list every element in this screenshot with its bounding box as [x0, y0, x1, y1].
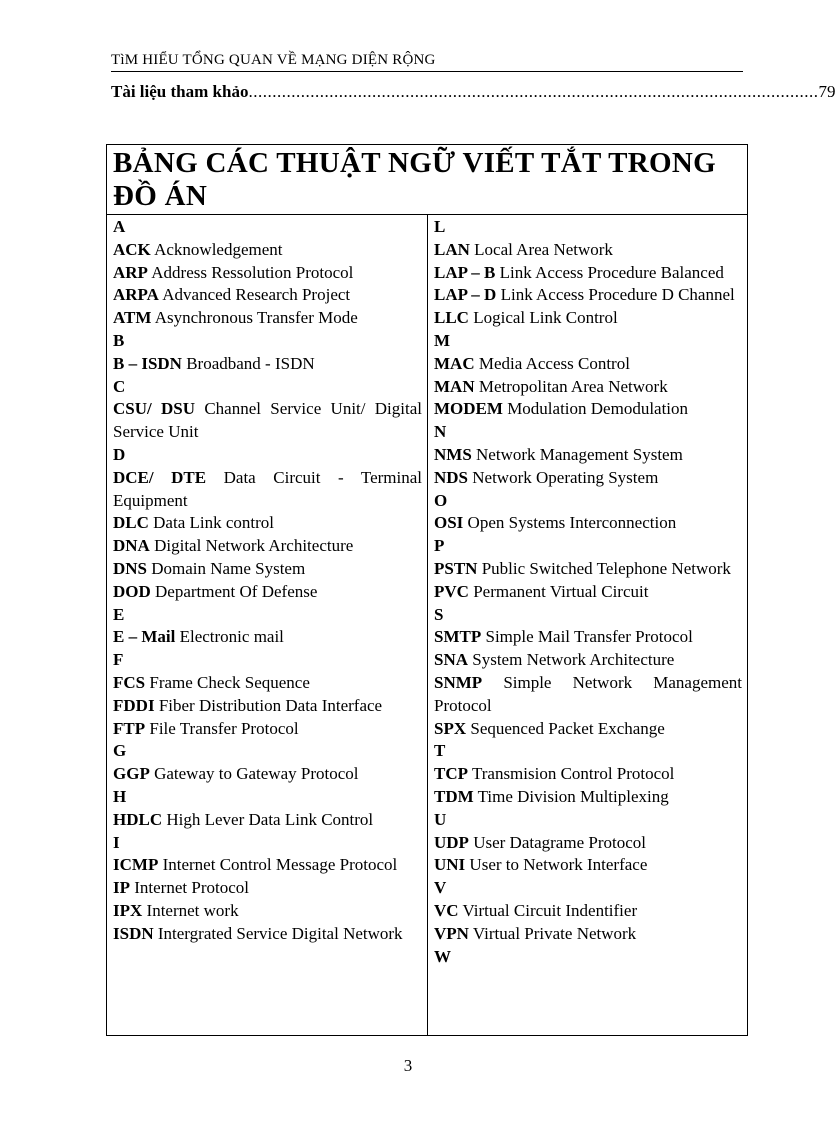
- abbreviation: IPX: [113, 900, 143, 920]
- abbreviation-entry: [113, 284, 422, 307]
- abbreviation-meaning: Frame Check Sequence: [149, 672, 310, 692]
- abbreviation-meaning: Permanent Virtual Circuit: [473, 581, 649, 601]
- abbreviation: FTP: [113, 718, 146, 738]
- abbreviation: FDDI: [113, 695, 155, 715]
- abbreviation: UDP: [434, 832, 469, 852]
- section-letter: N: [434, 422, 447, 442]
- abbreviation-meaning: Media Access Control: [478, 353, 630, 373]
- abbreviation-meaning: High Lever Data Link Control: [166, 809, 374, 829]
- abbreviation-entry: [113, 626, 422, 649]
- abbreviation: OSI: [434, 513, 464, 533]
- abbreviation-entry: [113, 398, 422, 444]
- abbreviation: DCE/ DTE: [113, 467, 207, 487]
- abbreviation-entry: [434, 353, 742, 376]
- abbreviation: ISDN: [113, 923, 154, 943]
- abbreviation-meaning: Advanced Research Project: [162, 285, 351, 305]
- abbreviation-meaning: Channel Service Unit/ Digital Service Unit: [113, 399, 422, 442]
- abbreviation-entry: [434, 262, 742, 285]
- abbreviation-entry: [434, 307, 742, 330]
- abbreviation-entry: [113, 854, 422, 877]
- abbreviation-entry: [434, 786, 742, 809]
- section-letter: L: [434, 217, 446, 236]
- toc-entry-title: Tài liệu tham khảo: [111, 82, 249, 101]
- abbreviation-meaning: Internet Protocol: [134, 878, 249, 898]
- abbreviation-meaning: Logical Link Control: [473, 308, 618, 328]
- abbreviation: FCS: [113, 672, 146, 692]
- abbreviation-entry: [113, 239, 422, 262]
- abbreviation-meaning: Modulation Demodulation: [507, 399, 689, 419]
- abbreviation: VPN: [434, 923, 469, 943]
- abbreviation: MAN: [434, 376, 475, 396]
- abbreviation-meaning: Data Circuit - Terminal Equipment: [113, 467, 423, 510]
- abbreviation-entry: [113, 900, 422, 923]
- abbreviation-meaning: User Datagrame Protocol: [473, 832, 646, 852]
- abbreviation-meaning: Gateway to Gateway Protocol: [154, 764, 359, 784]
- abbreviation-entry: [434, 581, 742, 604]
- abbreviation: SNA: [434, 650, 469, 670]
- abbreviation: MODEM: [434, 399, 503, 419]
- abbreviation-meaning: User to Network Interface: [469, 855, 648, 875]
- abbreviation-meaning: Simple Network Management Protocol: [434, 672, 742, 715]
- abbreviation-meaning: Simple Mail Transfer Protocol: [485, 627, 693, 647]
- abbreviation-entry: [434, 626, 742, 649]
- section-letter: M: [434, 330, 451, 350]
- abbreviation-meaning: Network Operating System: [472, 467, 659, 487]
- abbreviation-meaning: Internet Control Message Protocol: [162, 855, 398, 875]
- abbreviation-entry: [434, 467, 742, 490]
- abbreviation-meaning: Data Link control: [153, 513, 275, 533]
- abbreviation-entry: [434, 832, 742, 855]
- abbreviation-meaning: System Network Architecture: [472, 650, 675, 670]
- section-letter: B: [113, 330, 125, 350]
- abbreviation-meaning: Open Systems Interconnection: [467, 513, 677, 533]
- left-column: [107, 215, 428, 1035]
- abbreviation-entry: [434, 398, 742, 421]
- abbreviation-entry: [434, 672, 742, 718]
- abbreviation: E – Mail: [113, 627, 176, 647]
- abbreviation: ARP: [113, 262, 148, 282]
- abbreviation: DNA: [113, 536, 150, 556]
- section-letter: S: [434, 604, 444, 624]
- abbreviation: DOD: [113, 581, 151, 601]
- abbreviation-meaning: Metropolitan Area Network: [478, 376, 668, 396]
- abbreviation-meaning: Internet work: [146, 900, 239, 920]
- abbreviation-entry: [113, 672, 422, 695]
- abbreviation: SPX: [434, 718, 467, 738]
- abbreviation-entry: [434, 444, 742, 467]
- section-letter: W: [434, 946, 451, 966]
- abbreviation: LLC: [434, 308, 469, 328]
- abbreviation-meaning: Time Division Multiplexing: [477, 786, 669, 806]
- section-letter: F: [113, 650, 124, 670]
- abbreviation-meaning: Digital Network Architecture: [154, 536, 354, 556]
- section-letter: C: [113, 376, 126, 396]
- abbreviation-entry: [434, 558, 742, 581]
- section-letter: H: [113, 786, 127, 806]
- abbreviation: LAN: [434, 239, 470, 259]
- abbreviation-meaning: Sequenced Packet Exchange: [470, 718, 665, 738]
- abbreviation-entry: [434, 718, 742, 741]
- abbreviation-entry: [113, 763, 422, 786]
- abbreviation-entry: [113, 512, 422, 535]
- abbreviation: GGP: [113, 764, 150, 784]
- abbreviation-entry: [113, 558, 422, 581]
- abbreviation-entry: [113, 353, 422, 376]
- abbreviation: ACK: [113, 239, 151, 259]
- abbreviation: VC: [434, 900, 459, 920]
- toc-entry-page: 79: [818, 82, 835, 101]
- abbreviation: SNMP: [434, 672, 483, 692]
- abbreviation-meaning: File Transfer Protocol: [149, 718, 299, 738]
- abbreviation-entry: [113, 923, 422, 946]
- toc-entry-references: [111, 82, 835, 102]
- abbreviation: UNI: [434, 855, 466, 875]
- abbreviation-entry: [434, 923, 742, 946]
- abbreviation-meaning: Fiber Distribution Data Interface: [158, 695, 383, 715]
- abbreviation: ICMP: [113, 855, 159, 875]
- abbreviation-entry: [434, 376, 742, 399]
- abbreviation-meaning: Broadband - ISDN: [186, 353, 315, 373]
- abbreviation: IP: [113, 878, 130, 898]
- abbreviation-meaning: Virtual Private Network: [472, 923, 637, 943]
- abbreviation-meaning: Local Area Network: [474, 239, 613, 259]
- abbreviation: LAP – B: [434, 262, 496, 282]
- section-letter: V: [434, 878, 447, 898]
- section-letter: I: [113, 832, 120, 852]
- abbreviation-entry: [113, 877, 422, 900]
- abbreviation: HDLC: [113, 809, 163, 829]
- abbreviation-entry: [113, 262, 422, 285]
- abbreviation-entry: [113, 718, 422, 741]
- abbreviation-entry: [113, 307, 422, 330]
- page-number: 3: [403, 1056, 413, 1075]
- abbreviation: PVC: [434, 581, 469, 601]
- abbreviation-meaning: Virtual Circuit Indentifier: [462, 900, 638, 920]
- section-letter: P: [434, 536, 445, 556]
- abbreviation-entry: [434, 854, 742, 877]
- abbreviation-meaning: Intergrated Service Digital Network: [157, 923, 403, 943]
- abbreviation: SMTP: [434, 627, 482, 647]
- abbreviation-meaning: Public Switched Telephone Network: [481, 558, 731, 578]
- abbreviation-entry: [113, 809, 422, 832]
- section-letter: A: [113, 217, 126, 236]
- running-header: TìM HIỂU TỔNG QUAN VỀ MẠNG DIỆN RỘNG: [111, 52, 743, 72]
- section-letter: O: [434, 490, 448, 510]
- abbreviations-table: [106, 144, 748, 1036]
- toc-leader-dots: ........................................................................................................................: [248, 82, 819, 101]
- abbreviation-entry: [434, 900, 742, 923]
- abbreviation: MAC: [434, 353, 475, 373]
- abbreviation-entry: [113, 467, 422, 513]
- abbreviation-meaning: Transmision Control Protocol: [471, 764, 675, 784]
- abbreviation-entry: [434, 239, 742, 262]
- section-letter: U: [434, 809, 447, 829]
- abbreviation-entry: [113, 695, 422, 718]
- table-title: BẢNG CÁC THUẬT NGỮ VIẾT TẮT TRONG ĐỒ ÁN: [107, 145, 747, 215]
- abbreviation-meaning: Asynchronous Transfer Mode: [154, 308, 358, 328]
- abbreviation-entry: [434, 512, 742, 535]
- abbreviation: TCP: [434, 764, 468, 784]
- abbreviation: LAP – D: [434, 285, 497, 305]
- abbreviation: B – ISDN: [113, 353, 182, 373]
- abbreviation: PSTN: [434, 558, 478, 578]
- abbreviation-entry: [113, 535, 422, 558]
- section-letter: T: [434, 741, 446, 761]
- abbreviation-meaning: Network Management System: [476, 444, 683, 464]
- abbreviation-meaning: Acknowledgement: [154, 239, 283, 259]
- section-letter: G: [113, 741, 127, 761]
- abbreviation: DLC: [113, 513, 149, 533]
- abbreviation-entry: [434, 649, 742, 672]
- right-column: [428, 215, 747, 1035]
- abbreviation-entry: [434, 284, 742, 307]
- abbreviation-meaning: Link Access Procedure Balanced: [499, 262, 724, 282]
- abbreviation: ARPA: [113, 285, 159, 305]
- section-letter: E: [113, 604, 125, 624]
- abbreviation-meaning: Electronic mail: [179, 627, 284, 647]
- abbreviation: ATM: [113, 308, 152, 328]
- abbreviation-entry: [113, 581, 422, 604]
- abbreviation-meaning: Address Ressolution Protocol: [151, 262, 354, 282]
- abbreviation-meaning: Link Access Procedure D Channel: [500, 285, 735, 305]
- abbreviation-meaning: Domain Name System: [151, 558, 306, 578]
- abbreviation: NMS: [434, 444, 472, 464]
- abbreviation-entry: [434, 763, 742, 786]
- section-letter: D: [113, 444, 126, 464]
- abbreviation: TDM: [434, 786, 474, 806]
- abbreviation-meaning: Department Of Defense: [155, 581, 318, 601]
- abbreviation: CSU/ DSU: [113, 399, 196, 419]
- abbreviation: DNS: [113, 558, 148, 578]
- abbreviation: NDS: [434, 467, 469, 487]
